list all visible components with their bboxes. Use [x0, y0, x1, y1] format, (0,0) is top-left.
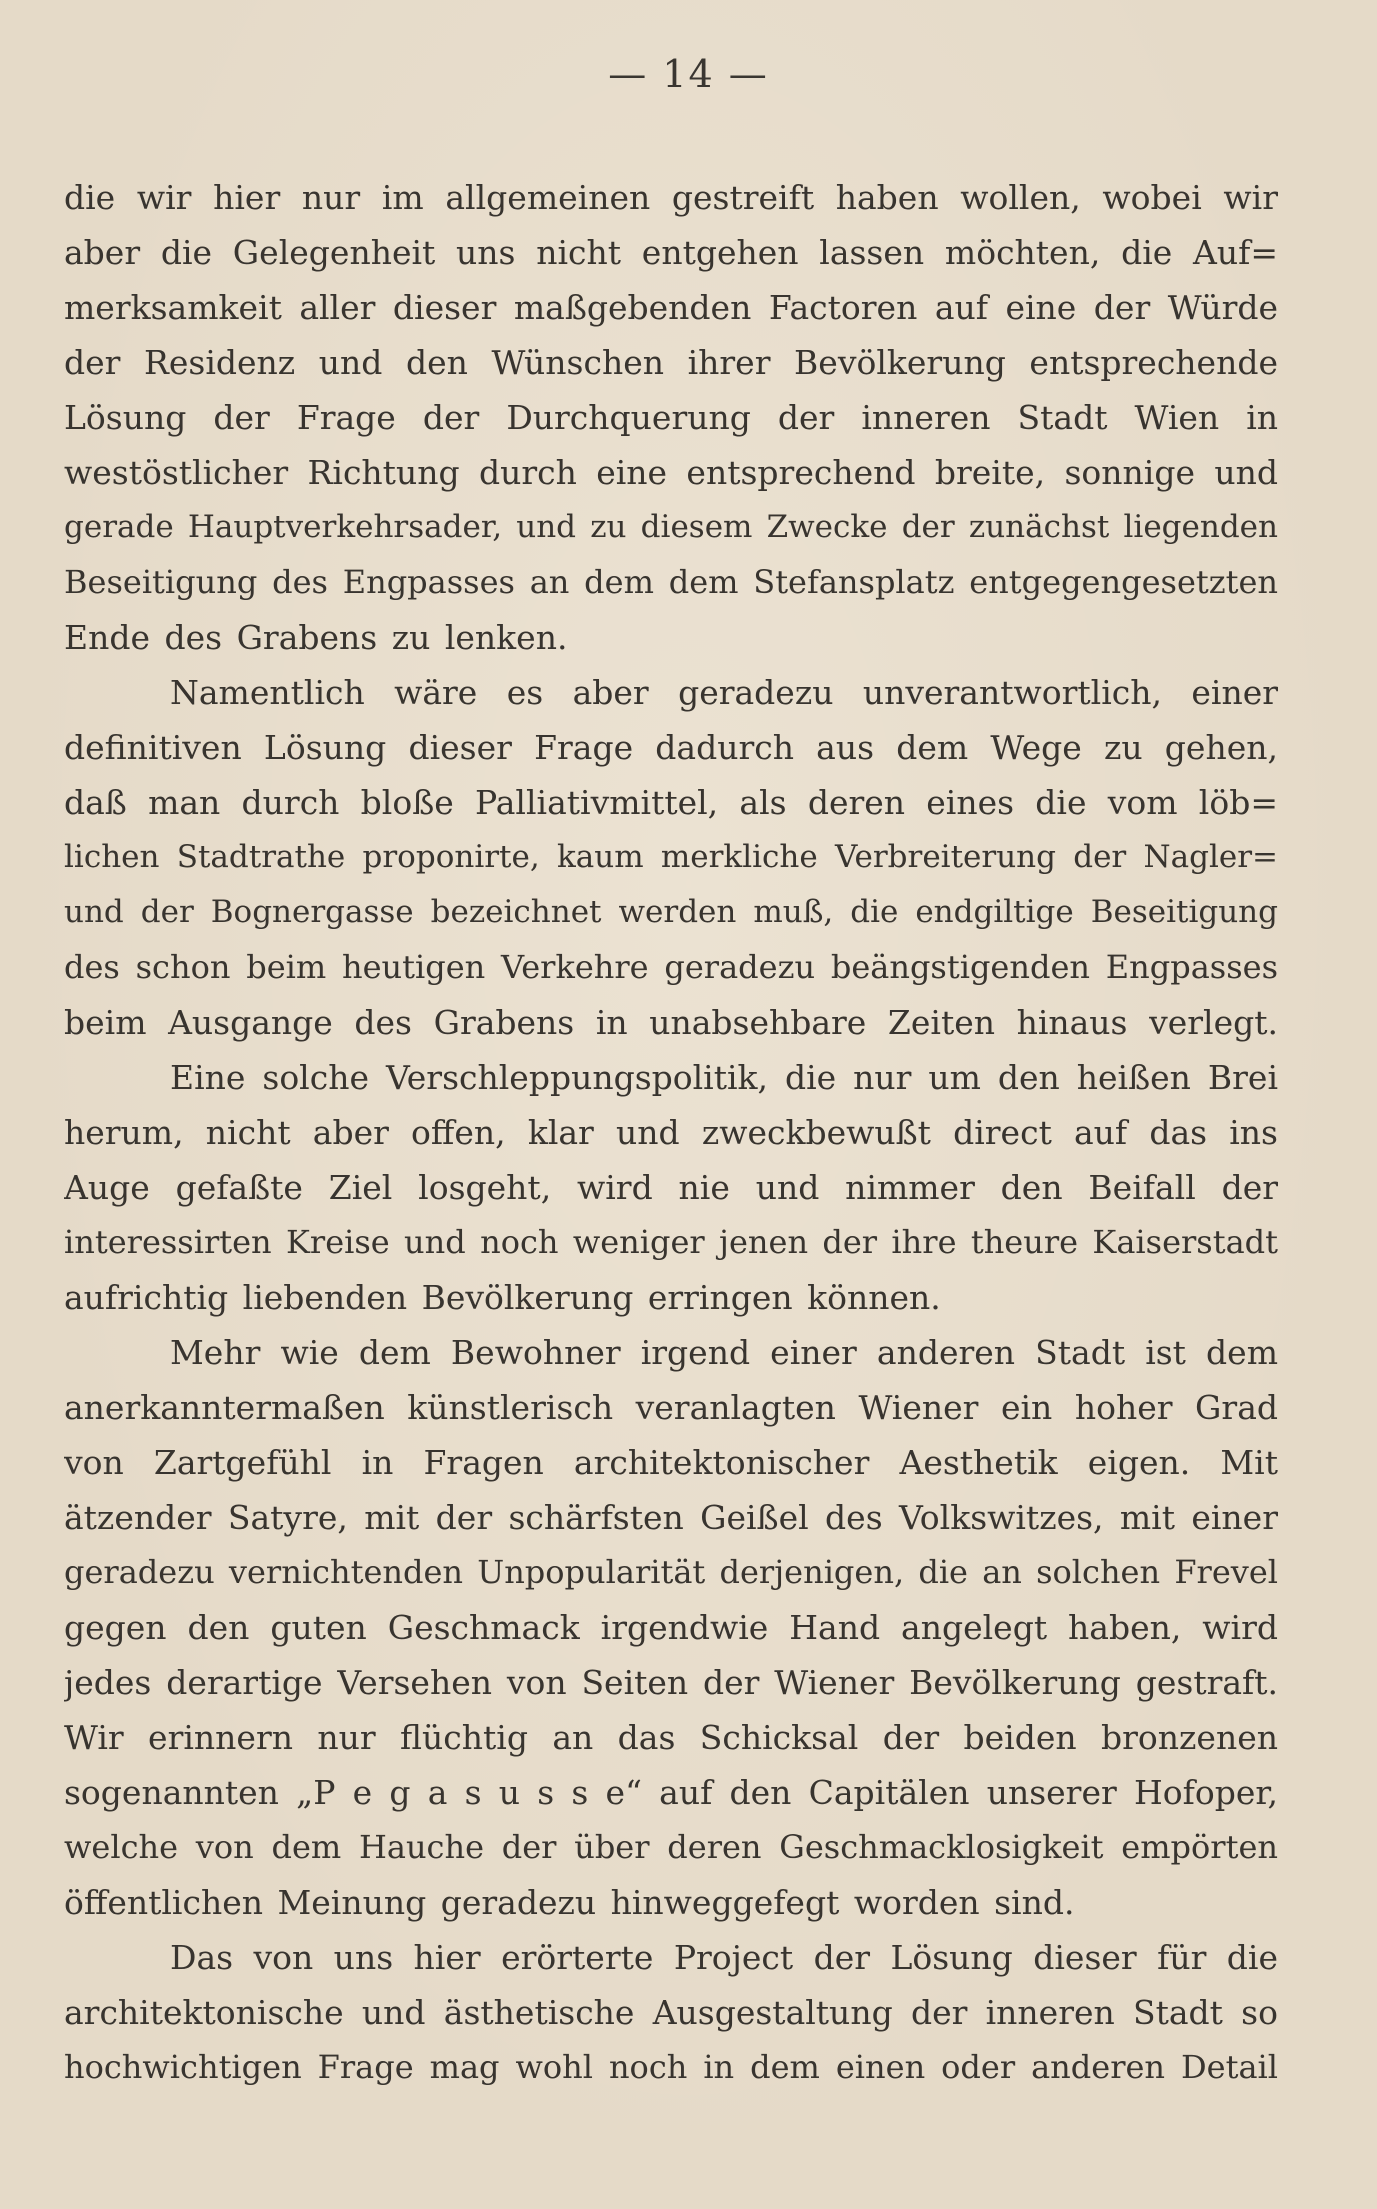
- text-line: von Zartgefühl in Fragen architektonischer Aesthetik eigen. Mit: [64, 1443, 1278, 1482]
- text-line: Ende des Grabens zu lenken.: [64, 618, 568, 657]
- text-line: ätzender Satyre, mit der schärfsten Geißel des Volkswitzes, mit einer: [64, 1498, 1278, 1537]
- text-line: definitiven Lösung dieser Frage dadurch aus dem Wege zu gehen,: [64, 728, 1278, 767]
- text-line: und der Bognergasse bezeichnet werden muß, die endgiltige Beseitigung: [64, 894, 1278, 930]
- text-line: anerkanntermaßen künstlerisch veranlagten Wiener ein hoher Grad: [64, 1388, 1278, 1427]
- text-line: westöstlicher Richtung durch eine entsprechend breite, sonnige und: [64, 453, 1278, 492]
- text-line: hochwichtigen Frage mag wohl noch in dem einen oder anderen Detail: [64, 2048, 1278, 2086]
- page-number: — 14 —: [608, 52, 769, 96]
- text-line: der Residenz und den Wünschen ihrer Bevölkerung entsprechende: [64, 343, 1278, 382]
- text-line: sogenannten „P e g a s u s s e“ auf den Capitälen unserer Hofoper,: [64, 1773, 1278, 1812]
- text-line: Mehr wie dem Bewohner irgend einer anderen Stadt ist dem: [170, 1333, 1278, 1372]
- text-line: aber die Gelegenheit uns nicht entgehen lassen möchten, die Auf=: [64, 233, 1278, 272]
- text-line: beim Ausgange des Grabens in unabsehbare Zeiten hinaus verlegt.: [64, 1003, 1278, 1042]
- text-line: Eine solche Verschleppungspolitik, die nur um den heißen Brei: [170, 1058, 1278, 1097]
- text-line: Das von uns hier erörterte Project der Lösung dieser für die: [170, 1938, 1278, 1977]
- text-line: lichen Stadtrathe proponirte, kaum merkliche Verbreiterung der Nagler=: [64, 839, 1278, 875]
- text-line: herum, nicht aber offen, klar und zweckbewußt direct auf das ins: [64, 1113, 1278, 1152]
- text-line: gerade Hauptverkehrsader, und zu diesem Zwecke der zunächst liegenden: [64, 509, 1278, 545]
- text-line: Beseitigung des Engpasses an dem dem Stefansplatz entgegengesetzten: [64, 563, 1278, 601]
- text-line: aufrichtig liebenden Bevölkerung erringen können.: [64, 1278, 941, 1317]
- text-line: Auge gefaßte Ziel losgeht, wird nie und nimmer den Beifall der: [64, 1168, 1278, 1207]
- text-line: merksamkeit aller dieser maßgebenden Factoren auf eine der Würde: [64, 288, 1278, 327]
- text-line: des schon beim heutigen Verkehre geradezu beängstigenden Engpasses: [64, 948, 1278, 986]
- text-line: daß man durch bloße Palliativmittel, als deren eines die vom löb=: [64, 783, 1278, 822]
- text-line: interessirten Kreise und noch weniger jenen der ihre theure Kaiserstadt: [64, 1223, 1278, 1261]
- text-line: welche von dem Hauche der über deren Geschmacklosigkeit empörten: [64, 1828, 1278, 1866]
- text-line: die wir hier nur im allgemeinen gestreift haben wollen, wobei wir: [64, 178, 1278, 217]
- text-line: architektonische und ästhetische Ausgestaltung der inneren Stadt so: [64, 1993, 1278, 2032]
- text-line: geradezu vernichtenden Unpopularität derjenigen, die an solchen Frevel: [64, 1553, 1278, 1591]
- text-line: Wir erinnern nur flüchtig an das Schicksal der beiden bronzenen: [64, 1718, 1278, 1757]
- text-line: Namentlich wäre es aber geradezu unverantwortlich, einer: [170, 673, 1278, 712]
- text-line: Lösung der Frage der Durchquerung der inneren Stadt Wien in: [64, 398, 1278, 437]
- body-text: [64, 170, 1278, 2095]
- text-line: jedes derartige Versehen von Seiten der Wiener Bevölkerung gestraft.: [64, 1663, 1278, 1702]
- text-line: gegen den guten Geschmack irgendwie Hand angelegt haben, wird: [64, 1608, 1278, 1647]
- text-line: öffentlichen Meinung geradezu hinweggefegt worden sind.: [64, 1883, 1075, 1922]
